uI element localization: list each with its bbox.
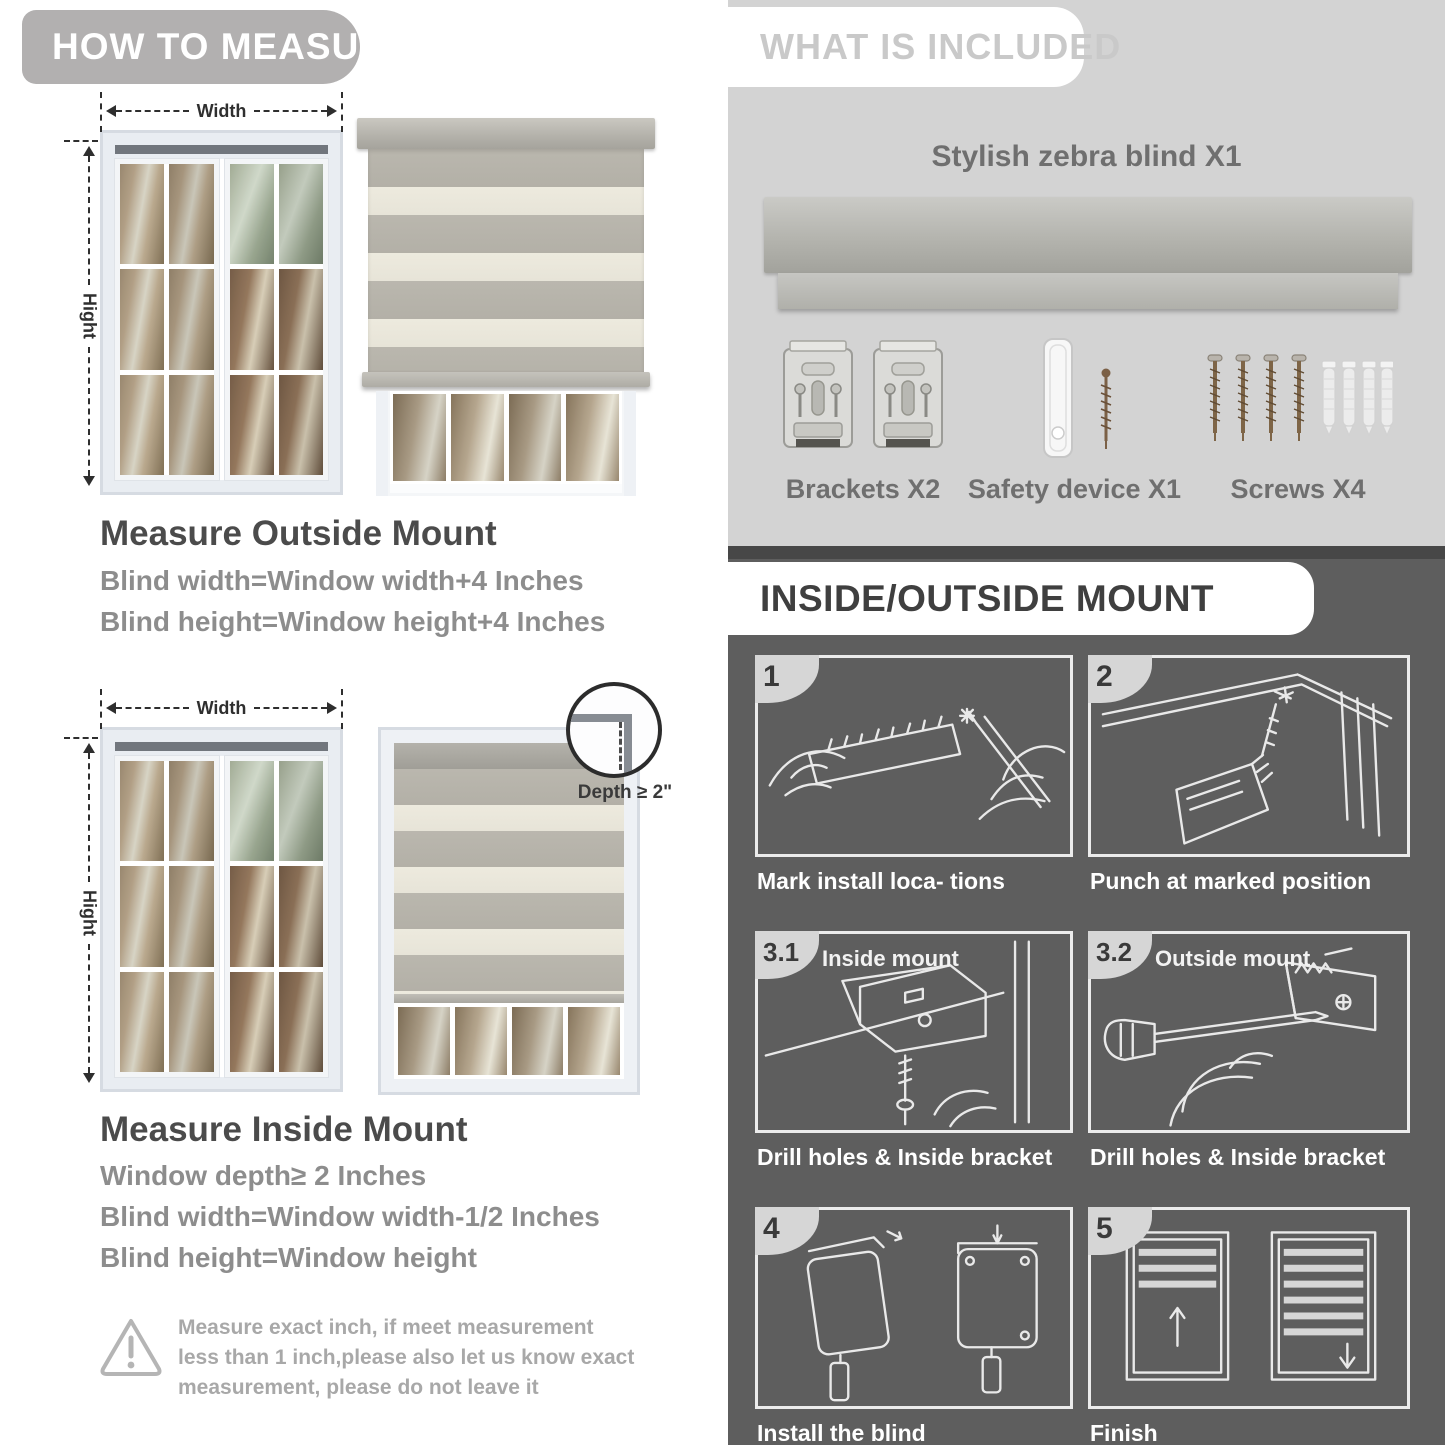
step-2-badge: 2 — [1088, 655, 1152, 703]
blind-headrail-product — [764, 197, 1412, 273]
step-4 — [755, 1207, 1073, 1445]
screws-icon — [1203, 339, 1393, 461]
step-4-caption: Install the blind — [757, 1420, 926, 1445]
component-safety-device — [968, 336, 1181, 505]
inside-outside-mount-banner: INSIDE/OUTSIDE MOUNT — [728, 562, 1314, 635]
window-below-blind — [376, 391, 636, 496]
height-label: Hight — [79, 890, 100, 936]
warning-triangle-icon — [98, 1316, 164, 1378]
blind-bottom-rail — [362, 372, 650, 387]
how-to-measure-banner: HOW TO MEASURE — [22, 10, 360, 84]
installation-steps — [755, 655, 1415, 1445]
step-3-1-badge: 3.1 — [755, 931, 819, 979]
step-3-2-caption: Drill holes & Inside bracket — [1090, 1144, 1386, 1170]
product-label: Stylish zebra blind X1 — [931, 140, 1242, 173]
inside-mount-line2: Blind width=Window width-1/2 Inches — [100, 1201, 600, 1232]
step-3-1 — [755, 931, 1073, 1195]
safety-device-label: Safety device X1 — [967, 474, 1182, 504]
arrow-left-icon — [100, 702, 116, 714]
anchors — [1322, 361, 1393, 435]
step-5-caption: Finish — [1090, 1420, 1158, 1445]
depth-label: Depth ≥ 2" — [577, 782, 673, 803]
what-is-included-banner: WHAT IS INCLUDED — [728, 7, 1084, 87]
step-1 — [755, 655, 1073, 919]
screws-label: Screws X4 — [1230, 474, 1366, 504]
window-top-jamb — [115, 145, 328, 154]
blind-bottom-rail — [394, 994, 624, 1003]
components-row — [728, 336, 1445, 505]
window-sash-right — [225, 756, 329, 1077]
width-measure-arrow — [100, 100, 343, 122]
inside-outside-mount-panel — [728, 559, 1445, 1445]
component-screws — [1203, 336, 1393, 505]
window-sash-left — [115, 756, 219, 1077]
inside-mount-line1: Window depth≥ 2 Inches — [100, 1160, 427, 1191]
window-top-jamb — [115, 742, 328, 751]
panel-divider-shadow — [728, 546, 1445, 559]
step-3-2-badge: 3.2 — [1088, 931, 1152, 979]
blind-bottom-rail-product — [778, 273, 1398, 309]
step-2-caption: Punch at marked position — [1090, 868, 1372, 894]
step-1-badge: 1 — [755, 655, 819, 703]
outside-mount-line1: Blind width=Window width+4 Inches — [100, 565, 584, 596]
brackets-label: Brackets X2 — [785, 474, 941, 504]
step-5 — [1088, 1207, 1410, 1445]
depth-magnifier-circle — [566, 682, 662, 778]
inside-mount-window-photo — [100, 727, 343, 1092]
safety-device-icon — [1014, 337, 1134, 463]
outside-mount-line2: Blind height=Window height+4 Inches — [100, 606, 606, 637]
window-sash-left — [115, 159, 219, 480]
inside-mount-line3: Blind height=Window height — [100, 1242, 477, 1273]
what-is-included-panel — [728, 0, 1445, 546]
arrow-up-icon — [83, 737, 95, 753]
brackets-icon — [780, 339, 946, 461]
arrow-left-icon — [100, 105, 116, 117]
height-measure-arrow — [78, 737, 100, 1089]
step-3-2 — [1088, 931, 1410, 1195]
step-3-1-caption: Drill holes & Inside bracket — [757, 1144, 1053, 1170]
step-1-caption: Mark install loca- tions — [757, 868, 1005, 894]
width-measure-arrow — [100, 697, 343, 719]
step-3-1-title: Inside mount — [822, 946, 959, 971]
step-5-badge: 5 — [1088, 1207, 1152, 1255]
width-label: Width — [196, 697, 247, 718]
window-below-blind — [394, 1003, 624, 1079]
arrow-down-icon — [83, 476, 95, 492]
step-3-2-title: Outside mount — [1155, 946, 1311, 971]
height-measure-arrow — [78, 140, 100, 492]
warning-text: Measure exact inch, if meet measurement less than 1 inch,please also let us know exact measurement, please do not leave it — [178, 1316, 635, 1400]
outside-mount-window-photo — [100, 130, 343, 495]
blind-headrail — [357, 118, 655, 149]
zebra-blind-fabric — [368, 149, 644, 372]
height-label: Hight — [79, 293, 100, 339]
window-sash-right — [225, 159, 329, 480]
inside-mount-heading: Measure Inside Mount — [100, 1110, 468, 1149]
step-4-badge: 4 — [755, 1207, 819, 1255]
arrow-up-icon — [83, 140, 95, 156]
component-brackets — [780, 336, 946, 505]
width-label: Width — [196, 100, 247, 121]
arrow-down-icon — [83, 1073, 95, 1089]
outside-mount-heading: Measure Outside Mount — [100, 514, 497, 553]
window-corner-detail — [570, 714, 632, 776]
step-2 — [1088, 655, 1410, 919]
